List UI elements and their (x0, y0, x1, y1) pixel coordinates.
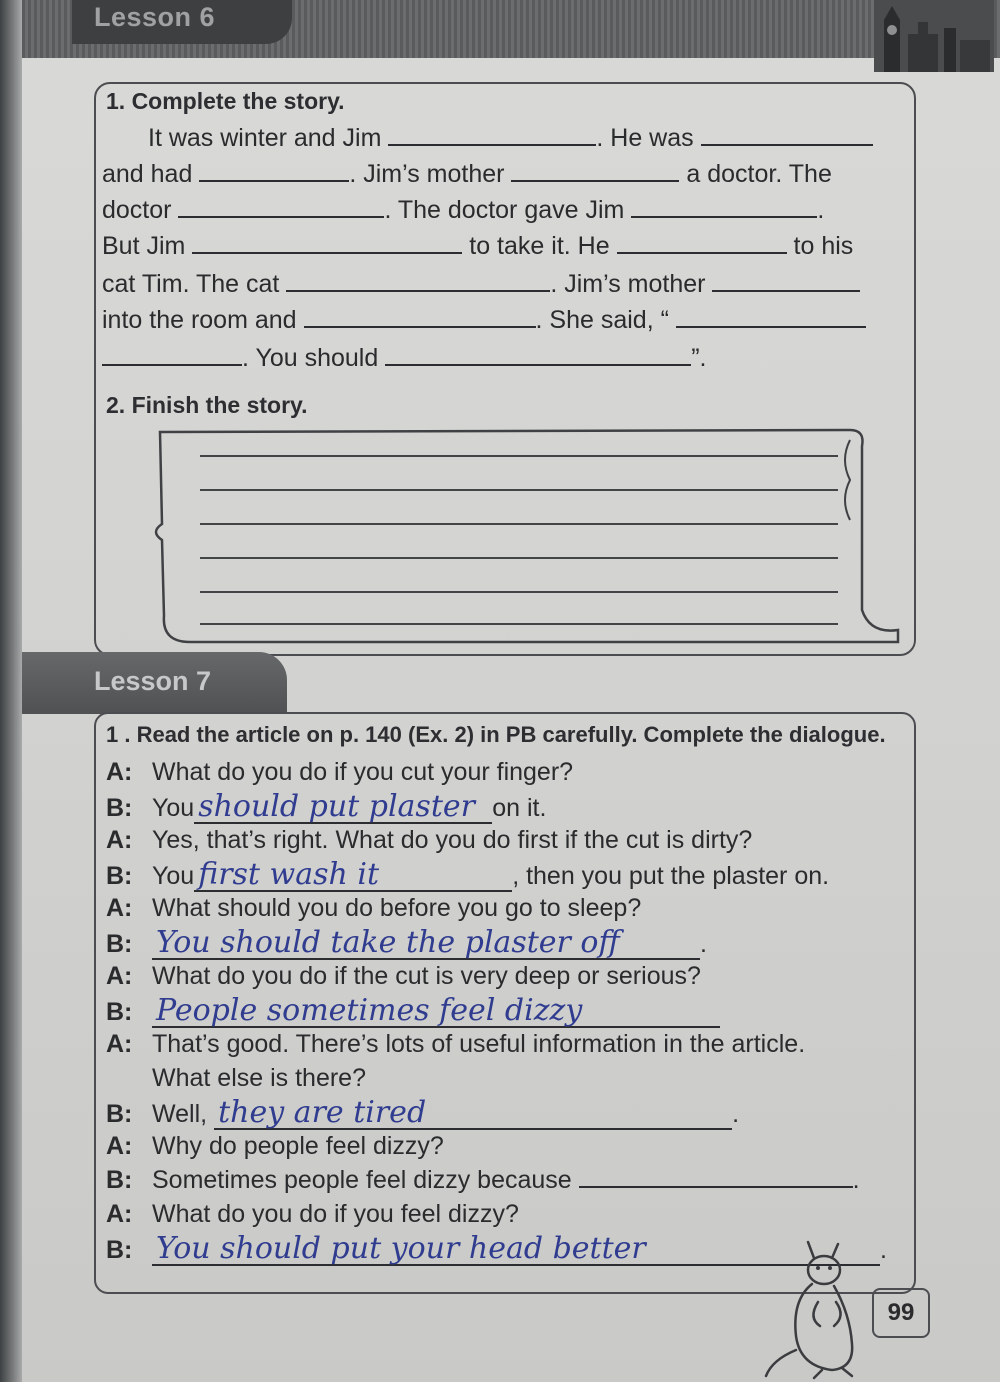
lesson6-title: Lesson 6 (94, 2, 216, 32)
story-blank[interactable] (385, 340, 691, 366)
story-blank[interactable] (388, 120, 596, 146)
answer-field[interactable]: You should put your head better (152, 1234, 880, 1266)
kangaroo-icon (762, 1240, 872, 1380)
page-number: 99 (872, 1288, 930, 1338)
story-blank[interactable] (676, 302, 866, 328)
story-blank[interactable] (617, 228, 787, 254)
answer-field[interactable]: You should take the plaster off (152, 928, 700, 960)
story-blank[interactable] (701, 120, 873, 146)
story-blank[interactable] (199, 156, 349, 182)
story-blank[interactable] (304, 302, 536, 328)
story-blank[interactable] (631, 192, 817, 218)
dialogue-line-15: B: You should put your head better . (106, 1231, 887, 1266)
dialogue-line-2: B: You should put plaster on it. (106, 789, 547, 824)
story-line-5: cat Tim. The cat . Jim’s mother (102, 266, 860, 299)
dialogue-line-5: A: What should you do before you go to sleep? (106, 894, 642, 922)
ex2-title: 2. Finish the story. (106, 392, 308, 418)
story-line-7: . You should ”. (102, 340, 706, 373)
lesson7-title: Lesson 7 (94, 666, 212, 696)
story-line-4: But Jim to take it. He to his (102, 228, 853, 261)
story-line-3: doctor . The doctor gave Jim . (102, 192, 824, 225)
answer-field[interactable]: should put plaster (194, 792, 492, 824)
story-line-1: It was winter and Jim . He was (148, 120, 873, 153)
lesson7-ex1-title: 1 . Read the article on p. 140 (Ex. 2) in PB carefully. Complete the dialogue. (106, 722, 886, 747)
story-blank[interactable] (712, 266, 860, 292)
story-blank[interactable] (286, 266, 550, 292)
dialogue-line-7: A: What do you do if the cut is very deep or serious? (106, 962, 701, 990)
book-spine (0, 0, 22, 1382)
dialogue-line-6: B: You should take the plaster off . (106, 925, 707, 960)
dialogue-line-11: B: Well, they are tired . (106, 1095, 740, 1130)
answer-field[interactable]: first wash it (194, 860, 512, 892)
dialogue-line-8: B: People sometimes feel dizzy (106, 996, 720, 1028)
story-line-6: into the room and . She said, “ (102, 302, 866, 335)
dialogue-line-4: B: You first wash it , then you put the plaster on. (106, 857, 830, 892)
answer-field[interactable]: they are tired (214, 1098, 732, 1130)
answer-field[interactable]: People sometimes feel dizzy (152, 996, 720, 1028)
dialogue-line-1: A: What do you do if you cut your finger? (106, 758, 574, 786)
story-blank[interactable] (511, 156, 679, 182)
story-blank[interactable] (192, 228, 462, 254)
story-blank[interactable] (102, 340, 242, 366)
scroll-icon (150, 420, 910, 650)
story-blank[interactable] (178, 192, 384, 218)
london-skyline-icon (874, 0, 994, 72)
dialogue-line-3: A: Yes, that’s right. What do you do first if the cut is dirty? (106, 826, 753, 854)
dialogue-line-14: A: What do you do if you feel dizzy? (106, 1200, 519, 1228)
workbook-page (22, 0, 1000, 1382)
dialogue-line-13: B: Sometimes people feel dizzy because . (106, 1166, 860, 1194)
answer-field[interactable] (579, 1186, 853, 1188)
story-line-2: and had . Jim’s mother a doctor. The (102, 156, 832, 189)
dialogue-line-12: A: Why do people feel dizzy? (106, 1132, 444, 1160)
dialogue-line-10: What else is there? (152, 1064, 366, 1092)
dialogue-line-9: A: That’s good. There’s lots of useful information in the article. (106, 1030, 806, 1058)
ex1-title: 1. Complete the story. (106, 88, 345, 114)
